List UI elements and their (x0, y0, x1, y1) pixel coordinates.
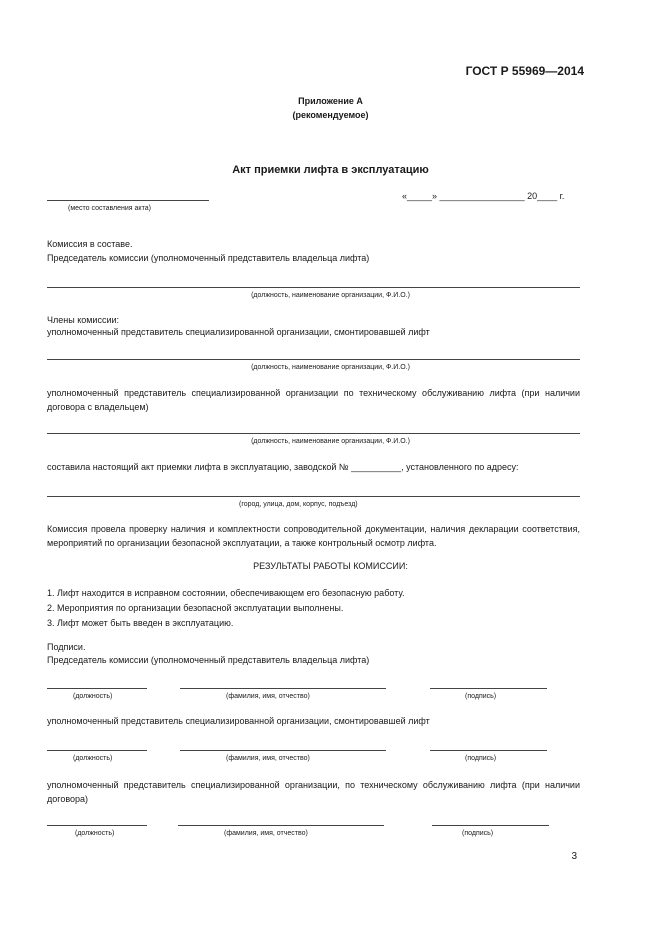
member-service-line (47, 433, 580, 434)
result-item-1: 1. Лифт находится в исправном состоянии, обеспечивающем его безопасную работу. (47, 588, 405, 598)
chairman-label: Председатель комиссии (уполномоченный представитель владельца лифта) (47, 253, 370, 263)
chairman-caption: (должность, наименование организации, Ф.И.О.) (251, 292, 410, 299)
sig-install-position-line (47, 750, 147, 751)
commission-intro: Комиссия в составе. (47, 239, 133, 249)
sig-install-name-caption: (фамилия, имя, отчество) (226, 755, 310, 762)
page-number: 3 (571, 851, 577, 862)
appendix-title: Приложение А (298, 96, 363, 106)
member-install-line (47, 359, 580, 360)
sig-chairman-name-caption: (фамилия, имя, отчество) (226, 693, 310, 700)
sig-chairman-signature-line (430, 688, 547, 689)
member-service-caption: (должность, наименование организации, Ф.И.О.) (251, 438, 410, 445)
result-item-2: 2. Мероприятия по организации безопасной эксплуатации выполнены. (47, 603, 344, 613)
sig-service-name-line (178, 825, 384, 826)
sig-install-label: уполномоченный представитель специализированной организации, смонтировавшей лифт (47, 716, 430, 726)
member-service-label: уполномоченный представитель специализированной организации по техническому обслуживанию лифта (при наличии договора с владельцем) (47, 388, 580, 412)
sig-install-signature-line (430, 750, 547, 751)
member-install-caption: (должность, наименование организации, Ф.И.О.) (251, 364, 410, 371)
sig-service-position-caption: (должность) (75, 830, 115, 837)
date-line: «_____» _________________ 20____ г. (402, 191, 565, 201)
appendix-subtitle: (рекомендуемое) (292, 110, 369, 120)
sig-chairman-signature-caption: (подпись) (465, 693, 497, 700)
act-title: Акт приемки лифта в эксплуатацию (232, 164, 429, 176)
sig-chairman-label: Председатель комиссии (уполномоченный представитель владельца лифта) (47, 655, 370, 665)
sig-chairman-name-line (180, 688, 386, 689)
sig-install-position-caption: (должность) (73, 755, 113, 762)
place-caption: (место составления акта) (68, 205, 151, 212)
sig-chairman-position-caption: (должность) (73, 693, 113, 700)
result-item-3: 3. Лифт может быть введен в эксплуатацию. (47, 618, 234, 628)
sig-install-name-line (180, 750, 386, 751)
sig-service-name-caption: (фамилия, имя, отчество) (224, 830, 308, 837)
sig-service-signature-line (432, 825, 549, 826)
sig-chairman-position-line (47, 688, 147, 689)
check-paragraph: Комиссия провела проверку наличия и комплектности сопроводительной документации, наличия декларации соответствия, мероприятий по организации безопасной эксплуатации, а также контрольный осмотр лифта. (47, 524, 580, 548)
member-install-label: уполномоченный представитель специализированной организации, смонтировавшей лифт (47, 327, 430, 337)
chairman-line (47, 287, 580, 288)
signatures-label: Подписи. (47, 642, 86, 652)
place-line (47, 200, 209, 201)
sig-service-label: уполномоченный представитель специализированной организации, по техническому обслуживанию лифта (при наличии договора) (47, 780, 580, 804)
members-label: Члены комиссии: (47, 315, 120, 325)
sig-service-position-line (47, 825, 147, 826)
sig-service-signature-caption: (подпись) (462, 830, 494, 837)
address-line (47, 496, 580, 497)
standard-number: ГОСТ Р 55969—2014 (465, 64, 584, 78)
composed-text: составила настоящий акт приемки лифта в эксплуатацию, заводской № __________, установленного по адресу: (47, 462, 519, 472)
results-heading: РЕЗУЛЬТАТЫ РАБОТЫ КОМИССИИ: (253, 561, 408, 571)
sig-install-signature-caption: (подпись) (465, 755, 497, 762)
address-caption: (город, улица, дом, корпус, подъезд) (239, 501, 358, 508)
